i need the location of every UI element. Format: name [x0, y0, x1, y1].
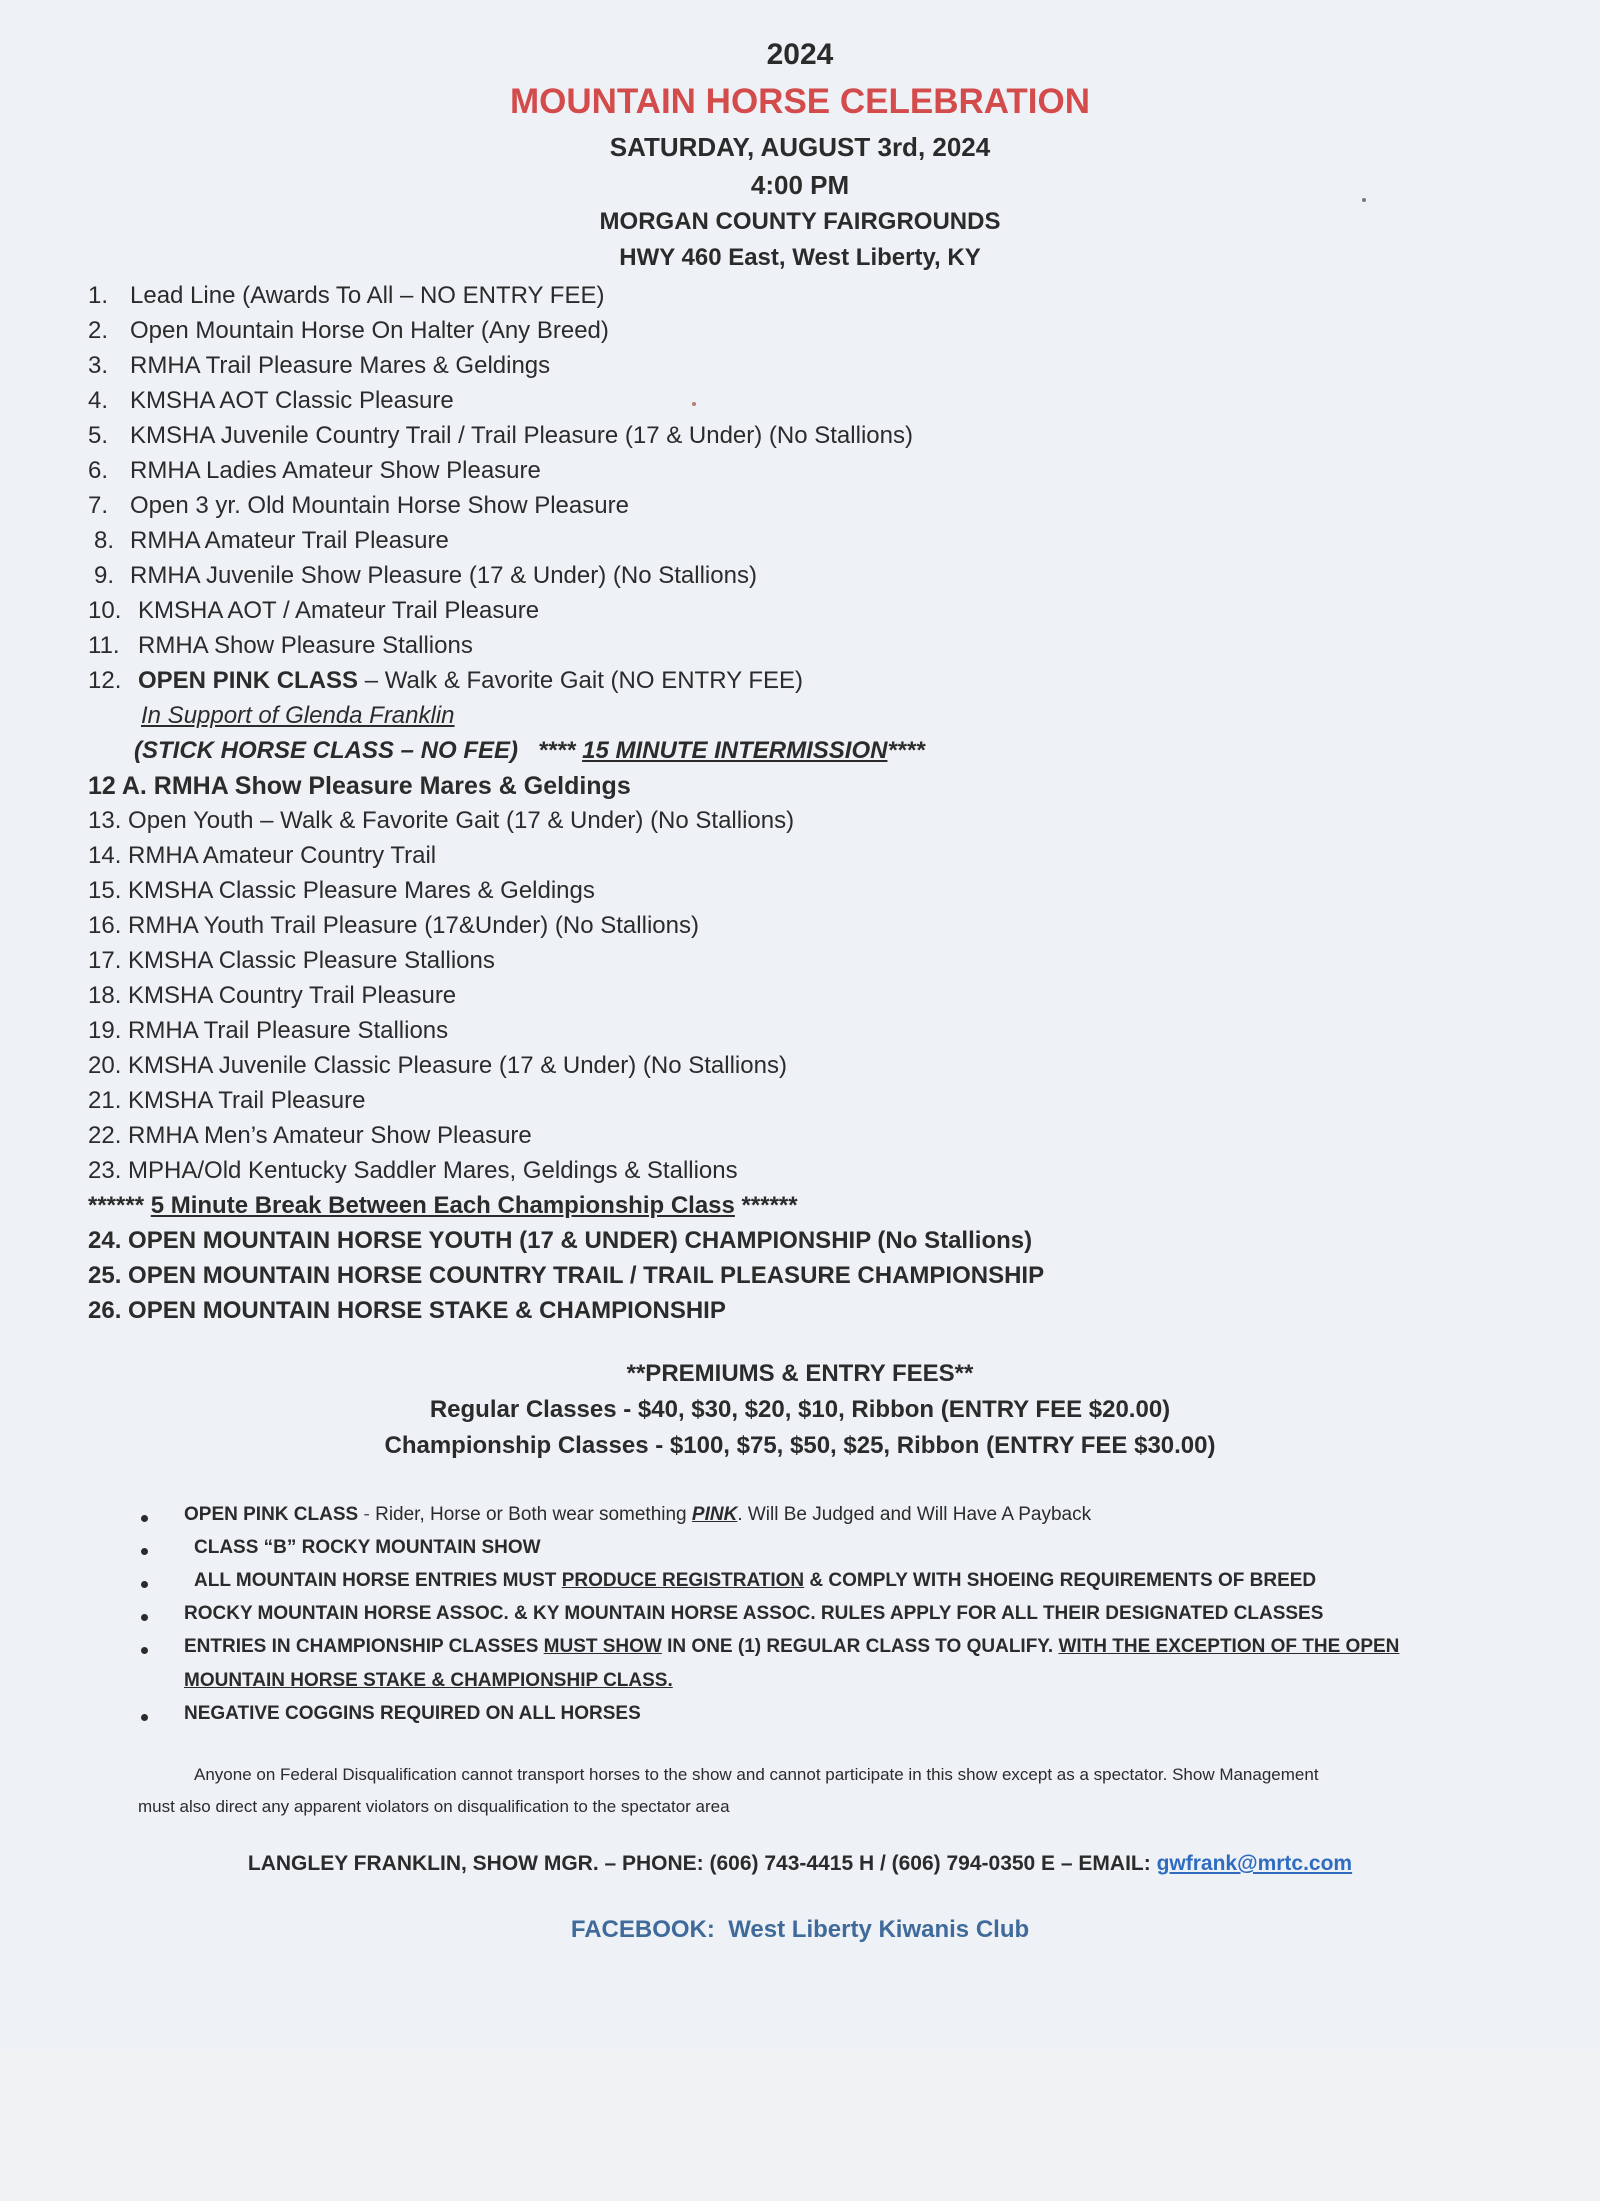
bullet-icon: [141, 1581, 148, 1588]
list-item-continuation: MOUNTAIN HORSE STAKE & CHAMPIONSHIP CLASS.: [184, 1670, 673, 1691]
address: HWY 460 East, West Liberty, KY: [619, 244, 981, 271]
list-item: 26. OPEN MOUNTAIN HORSE STAKE & CHAMPIONSHIP: [88, 1297, 726, 1324]
list-item-pink-class: 12. OPEN PINK CLASS – Walk & Favorite Gait (NO ENTRY FEE): [88, 667, 804, 694]
bullet-icon: [141, 1614, 148, 1621]
disqualification-note-line1: Anyone on Federal Disqualification cannot transport horses to the show and cannot participate in this show except as a spectator. Show Management: [194, 1765, 1319, 1784]
list-item: NEGATIVE COGGINS REQUIRED ON ALL HORSES: [184, 1703, 641, 1724]
list-item: 11. RMHA Show Pleasure Stallions: [88, 632, 473, 659]
list-item: 16. RMHA Youth Trail Pleasure (17&Under) (No Stallions): [88, 912, 699, 939]
list-item: 25. OPEN MOUNTAIN HORSE COUNTRY TRAIL / TRAIL PLEASURE CHAMPIONSHIP: [88, 1262, 1045, 1289]
bullet-icon: [141, 1714, 148, 1721]
list-item: 9. RMHA Juvenile Show Pleasure (17 & Under) (No Stallions): [94, 562, 757, 589]
class-12a: 12 A. RMHA Show Pleasure Mares & Geldings: [88, 772, 631, 800]
list-item: 15. KMSHA Classic Pleasure Mares & Geldings: [88, 877, 595, 904]
list-item: 2. Open Mountain Horse On Halter (Any Breed): [88, 317, 609, 344]
list-item: 17. KMSHA Classic Pleasure Stallions: [88, 947, 495, 974]
event-date: SATURDAY, AUGUST 3rd, 2024: [609, 132, 991, 162]
list-item: 5. KMSHA Juvenile Country Trail / Trail Pleasure (17 & Under) (No Stallions): [88, 422, 913, 449]
email-link[interactable]: gwfrank@mrtc.com: [1156, 1852, 1353, 1875]
list-item: 18. KMSHA Country Trail Pleasure: [88, 982, 457, 1009]
intermission-line: (STICK HORSE CLASS – NO FEE) **** 15 MINUTE INTERMISSION****: [134, 737, 925, 764]
list-item: OPEN PINK CLASS - Rider, Horse or Both wear something PINK. Will Be Judged and Will Have A Payback: [184, 1504, 1092, 1525]
list-item: CLASS “B” ROCKY MOUNTAIN SHOW: [194, 1537, 541, 1558]
list-item: ALL MOUNTAIN HORSE ENTRIES MUST PRODUCE REGISTRATION & COMPLY WITH SHOEING REQUIREMENTS OF BREED: [194, 1570, 1317, 1591]
list-item: 7. Open 3 yr. Old Mountain Horse Show Pleasure: [88, 492, 629, 519]
list-item: 8. RMHA Amateur Trail Pleasure: [94, 527, 449, 554]
list-item: ENTRIES IN CHAMPIONSHIP CLASSES MUST SHOW IN ONE (1) REGULAR CLASS TO QUALIFY. WITH THE EXCEPTION OF THE OPEN: [184, 1636, 1400, 1657]
list-item: 21. KMSHA Trail Pleasure: [88, 1087, 366, 1114]
year: 2024: [766, 38, 834, 71]
page-title: MOUNTAIN HORSE CELEBRATION: [509, 82, 1091, 121]
list-item: 6. RMHA Ladies Amateur Show Pleasure: [88, 457, 541, 484]
bullet-icon: [141, 1548, 148, 1555]
championship-break-note: ****** 5 Minute Break Between Each Championship Class ******: [88, 1192, 798, 1219]
contact-line: LANGLEY FRANKLIN, SHOW MGR. – PHONE: (606) 743-4415 H / (606) 794-0350 E – EMAIL: gwfrank@mrtc.com: [247, 1852, 1353, 1875]
scan-margin: [0, 2050, 1600, 2201]
regular-premiums: Regular Classes - $40, $30, $20, $10, Ribbon (ENTRY FEE $20.00): [429, 1396, 1171, 1423]
list-item: 24. OPEN MOUNTAIN HORSE YOUTH (17 & UNDER) CHAMPIONSHIP (No Stallions): [88, 1227, 1033, 1254]
bullet-icon: [141, 1515, 148, 1522]
scan-speck: [1362, 198, 1366, 202]
pink-class-support: In Support of Glenda Franklin: [141, 702, 455, 729]
list-item: 22. RMHA Men’s Amateur Show Pleasure: [88, 1122, 532, 1149]
list-item: 19. RMHA Trail Pleasure Stallions: [88, 1017, 449, 1044]
list-item: 3. RMHA Trail Pleasure Mares & Geldings: [88, 352, 551, 379]
list-item: ROCKY MOUNTAIN HORSE ASSOC. & KY MOUNTAIN HORSE ASSOC. RULES APPLY FOR ALL THEIR DESIGNATED CLASSES: [184, 1603, 1324, 1624]
premiums-heading: **PREMIUMS & ENTRY FEES**: [626, 1360, 974, 1387]
bullet-icon: [141, 1647, 148, 1654]
list-item: 10. KMSHA AOT / Amateur Trail Pleasure: [88, 597, 540, 624]
list-item: 1. Lead Line (Awards To All – NO ENTRY FEE): [88, 282, 605, 309]
list-item: 20. KMSHA Juvenile Classic Pleasure (17 & Under) (No Stallions): [88, 1052, 787, 1079]
list-item: 4. KMSHA AOT Classic Pleasure: [88, 387, 454, 414]
list-item: 14. RMHA Amateur Country Trail: [88, 842, 437, 869]
facebook-line: FACEBOOK: West Liberty Kiwanis Club: [570, 1916, 1030, 1943]
scan-speck: [692, 402, 696, 406]
event-time: 4:00 PM: [750, 170, 850, 200]
championship-premiums: Championship Classes - $100, $75, $50, $25, Ribbon (ENTRY FEE $30.00): [384, 1432, 1216, 1459]
disqualification-note-line2: must also direct any apparent violators on disqualification to the spectator area: [138, 1797, 730, 1816]
list-item: 23. MPHA/Old Kentucky Saddler Mares, Geldings & Stallions: [88, 1157, 738, 1184]
venue: MORGAN COUNTY FAIRGROUNDS: [599, 208, 1001, 235]
facebook-page-name: West Liberty Kiwanis Club: [728, 1916, 1030, 1943]
list-item: 13. Open Youth – Walk & Favorite Gait (17 & Under) (No Stallions): [88, 807, 795, 834]
